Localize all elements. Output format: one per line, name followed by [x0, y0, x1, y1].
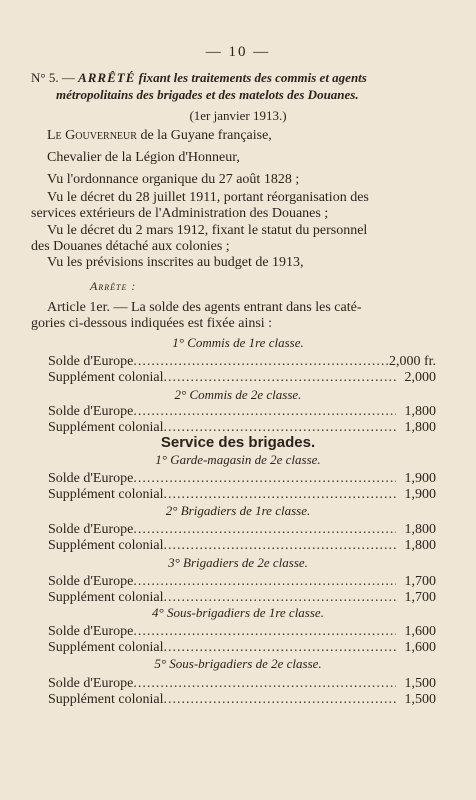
salary-label: Solde d'Europe: [48, 471, 134, 486]
decree-subject-line1: fixant les traitements des commis et agents: [138, 70, 367, 85]
decree-date: (1er janvier 1913.): [189, 108, 287, 123]
dot-leader: [133, 676, 396, 692]
vu-line-3a: Vu le décret du 2 mars 1912, fixant le statut du personnel: [47, 223, 368, 238]
salary-row: [48, 590, 436, 606]
vu-line-3b: des Douanes détaché aux colonies ;: [31, 239, 230, 254]
decree-header: [31, 69, 451, 103]
salary-label: Supplément colonial: [48, 370, 164, 385]
dot-leader: [163, 640, 396, 656]
salary-label: Supplément colonial: [48, 420, 164, 435]
dot-leader: [163, 538, 396, 554]
category-heading: 1° Garde-magasin de 2e classe.: [155, 452, 321, 467]
salary-row: [48, 676, 436, 692]
salary-label: Solde d'Europe: [48, 354, 134, 369]
salary-value: 1,600: [404, 640, 436, 655]
salary-row: [48, 522, 436, 538]
dot-leader: [163, 420, 396, 436]
dot-leader: [163, 487, 396, 503]
gouverneur-rest: de la Guyane française,: [140, 128, 272, 143]
dot-leader: [133, 354, 389, 370]
dot-leader: [133, 404, 396, 420]
salary-label: Supplément colonial: [48, 538, 164, 553]
salary-label: Solde d'Europe: [48, 404, 134, 419]
salary-row: [48, 471, 436, 487]
salary-label: Solde d'Europe: [48, 522, 134, 537]
salary-value: 1,800: [404, 420, 436, 435]
salary-row: [48, 354, 436, 370]
dot-leader: [163, 590, 396, 606]
category-heading: 2° Brigadiers de 1re classe.: [165, 503, 311, 518]
salary-value: 1,900: [404, 471, 436, 486]
gouverneur-title: Le Gouverneur: [47, 128, 137, 143]
salary-row: [48, 624, 436, 640]
arrete-heading: Arrête :: [90, 279, 137, 293]
category-heading: 3° Brigadiers de 2e classe.: [168, 555, 308, 570]
page-number: — 10 —: [205, 44, 271, 60]
vu-line-2b: services extérieurs de l'Administration des Douanes ;: [31, 206, 329, 221]
salary-value: 2,000 fr.: [388, 354, 436, 369]
salary-row: [48, 538, 436, 554]
dot-leader: [133, 624, 396, 640]
dot-leader: [133, 471, 396, 487]
salary-label: Supplément colonial: [48, 640, 164, 655]
salary-value: 1,900: [404, 487, 436, 502]
section-title-brigades: Service des brigades.: [160, 434, 316, 451]
salary-label: Solde d'Europe: [48, 624, 134, 639]
category-heading: 2° Commis de 2e classe.: [174, 387, 302, 402]
salary-value: 2,000: [404, 370, 436, 385]
vu-line-4: Vu les prévisions inscrites au budget de 1913,: [47, 255, 304, 270]
salary-value: 1,500: [404, 676, 436, 691]
salary-value: 1,600: [404, 624, 436, 639]
salary-label: Supplément colonial: [48, 487, 164, 502]
salary-label: Solde d'Europe: [48, 574, 134, 589]
dot-leader: [133, 522, 396, 538]
category-heading: 5° Sous-brigadiers de 2e classe.: [154, 656, 322, 671]
category-heading: 1° Commis de 1re classe.: [172, 335, 304, 350]
salary-label: Supplément colonial: [48, 692, 164, 707]
salary-row: [48, 640, 436, 656]
dot-leader: [163, 370, 396, 386]
gouverneur-line: [31, 127, 445, 145]
category-heading: 4° Sous-brigadiers de 1re classe.: [152, 605, 324, 620]
decree-subject-line2: métropolitains des brigades et des matelots des Douanes.: [56, 87, 359, 102]
salary-value: 1,500: [404, 692, 436, 707]
salary-value: 1,700: [404, 574, 436, 589]
salary-value: 1,800: [404, 404, 436, 419]
salary-label: Supplément colonial: [48, 590, 164, 605]
vu-line-1: Vu l'ordonnance organique du 27 août 1828 ;: [47, 172, 300, 187]
decree-title: ARRÊTÉ: [78, 70, 136, 85]
dot-leader: [163, 692, 396, 708]
salary-row: [48, 370, 436, 386]
salary-row: [48, 574, 436, 590]
chevalier-line: Chevalier de la Légion d'Honneur,: [47, 150, 240, 165]
article-line-1: Article 1er. — La solde des agents entrant dans les caté-: [47, 300, 362, 315]
salary-label: Solde d'Europe: [48, 676, 134, 691]
salary-row: [48, 692, 436, 708]
vu-line-2a: Vu le décret du 28 juillet 1911, portant réorganisation des: [47, 190, 369, 205]
salary-value: 1,800: [404, 538, 436, 553]
salary-row: [48, 420, 436, 436]
article-line-2: gories ci-dessous indiquées est fixée ainsi :: [31, 316, 273, 331]
dot-leader: [133, 574, 396, 590]
decree-number: N° 5. —: [31, 70, 75, 85]
salary-value: 1,800: [404, 522, 436, 537]
salary-row: [48, 404, 436, 420]
salary-row: [48, 487, 436, 503]
salary-value: 1,700: [404, 590, 436, 605]
